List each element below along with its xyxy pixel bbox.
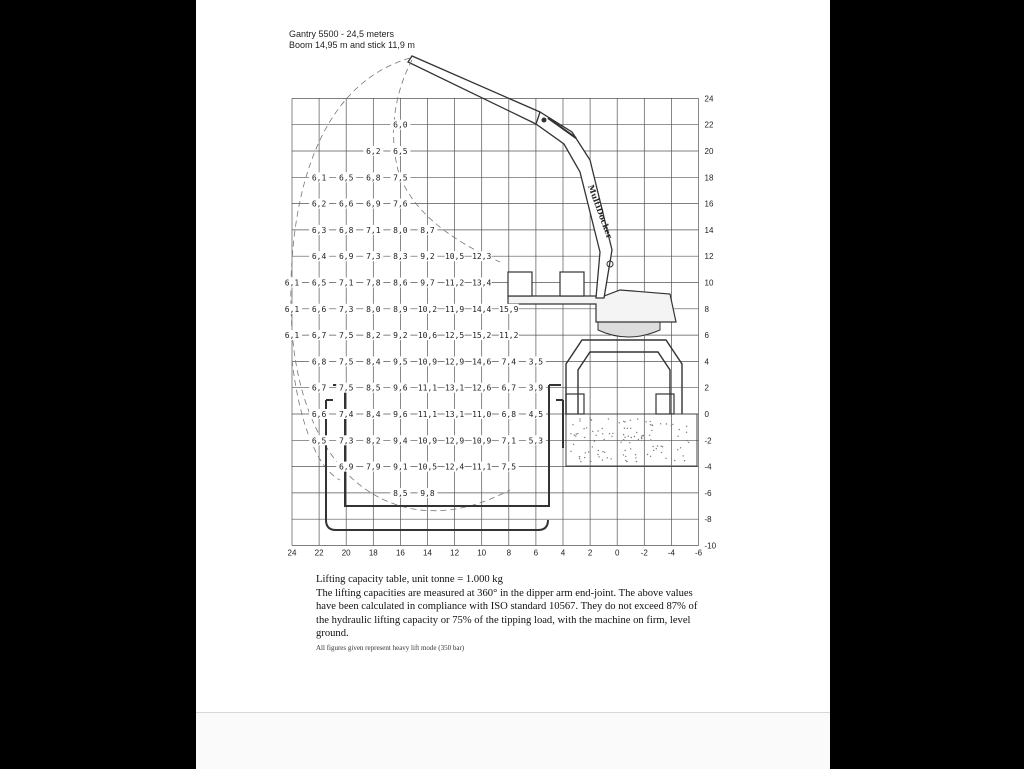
- capacity-value: 6,1: [284, 331, 300, 341]
- capacity-value: 7,3: [338, 436, 354, 446]
- capacity-value: 9,1: [393, 462, 408, 472]
- x-tick-label: 14: [423, 548, 432, 558]
- capacity-value: 6,8: [501, 410, 517, 419]
- ground-dot: [649, 435, 650, 436]
- ground-dot: [661, 446, 662, 447]
- diagram-title: Gantry 5500 - 24,5 meters: [289, 29, 395, 39]
- capacity-value: 12,9: [444, 436, 465, 446]
- capacity-value: 8,5: [366, 383, 381, 393]
- capacity-value: 8,9: [393, 304, 408, 314]
- capacity-value: 8,3: [393, 252, 408, 262]
- capacity-value: 9,6: [393, 383, 408, 393]
- ground-dot: [602, 459, 603, 460]
- capacity-value: 6,8: [338, 225, 354, 235]
- y-tick-label: -10: [704, 541, 717, 551]
- capacity-value: 13,1: [444, 383, 465, 393]
- ground-dot: [579, 458, 580, 459]
- ground-dot: [680, 447, 681, 448]
- y-tick-label: -6: [704, 488, 712, 498]
- ground-dot: [671, 425, 672, 426]
- ground-dot: [592, 446, 593, 447]
- capacity-value: 6,7: [311, 331, 327, 341]
- capacity-value: 8,2: [366, 436, 381, 446]
- ground-dot: [584, 457, 585, 458]
- capacity-value: 7,5: [338, 357, 354, 367]
- capacity-value: 11,1: [417, 410, 438, 419]
- y-tick-label: 8: [704, 304, 709, 314]
- ground-dot: [656, 448, 657, 449]
- capacity-value: 15,9: [499, 304, 519, 314]
- ground-dot: [592, 431, 593, 432]
- capacity-value: 6,0: [393, 120, 408, 130]
- capacity-value: 6,8: [366, 173, 381, 183]
- capacity-value: 12,5: [444, 331, 465, 341]
- ground-dot: [628, 436, 629, 437]
- ground-dot: [650, 421, 651, 422]
- ground-dot: [623, 454, 624, 455]
- capacity-value: 6,8: [311, 357, 327, 367]
- upper-carriage: [508, 290, 676, 322]
- ground-dot: [602, 451, 603, 452]
- x-tick-label: 8: [506, 548, 512, 558]
- capacity-value: 7,5: [338, 383, 354, 393]
- capacity-value: 6,2: [311, 199, 327, 209]
- ground-dot: [653, 450, 654, 451]
- capacity-value: 6,6: [311, 410, 327, 419]
- capacity-value: 3,5: [528, 357, 544, 367]
- ground-dot: [630, 448, 631, 449]
- ground-dot: [652, 425, 653, 426]
- ground-dot: [677, 449, 678, 450]
- ground-dot: [570, 433, 571, 434]
- capacity-value: 6,5: [338, 173, 354, 183]
- caption-body: The lifting capacities are measured at 360° in the dipper arm end-joint. The above values have been calculated in compliance with ISO standard 10567. They do not exceed 87% of the hydraulic lifting capacity or 75% of the tipping load, with the machine on firm, level ground.: [316, 587, 698, 640]
- capacity-value: 14,6: [472, 357, 492, 367]
- capacity-value: 6,9: [338, 462, 354, 472]
- ground-dot: [611, 436, 612, 437]
- y-tick-label: 10: [704, 278, 714, 288]
- stick-pin: [542, 118, 547, 123]
- ground-dot: [624, 421, 625, 422]
- ground-dot: [641, 437, 642, 438]
- capacity-value: 7,1: [501, 436, 517, 446]
- capacity-value: 6,1: [284, 304, 300, 314]
- ground-dot: [624, 428, 625, 429]
- ground-dot: [641, 435, 642, 436]
- y-tick-label: 20: [704, 147, 714, 156]
- ground-dot: [634, 436, 635, 437]
- capacity-value: 12,6: [472, 383, 492, 393]
- capacity-value: 6,2: [366, 147, 381, 156]
- x-tick-label: 22: [314, 548, 324, 558]
- capacity-value: 11,1: [472, 462, 492, 472]
- ground-dot: [686, 440, 687, 441]
- ground-dot: [620, 442, 621, 443]
- brand-label: MultiDocker: [586, 183, 615, 240]
- ground-dot: [598, 456, 599, 457]
- capacity-value: 3,9: [528, 383, 544, 393]
- lower-envelope: [292, 360, 340, 480]
- ground-dot: [650, 439, 651, 440]
- capacity-value: 9,5: [393, 357, 408, 367]
- capacity-value: 6,5: [393, 147, 408, 156]
- ground-dot: [635, 454, 636, 455]
- ground-dot: [608, 418, 609, 419]
- ground-dot: [574, 434, 575, 435]
- ground-dot: [575, 435, 576, 436]
- y-tick-label: 14: [704, 225, 714, 235]
- ground-dot: [650, 424, 651, 425]
- ground-dot: [672, 424, 673, 425]
- x-tick-label: -4: [667, 548, 675, 558]
- ground-dot: [662, 446, 663, 447]
- ground-dot: [623, 434, 624, 435]
- ground-dot: [635, 457, 636, 458]
- x-tick-label: 6: [533, 548, 539, 558]
- capacity-value: 6,7: [311, 383, 327, 393]
- capacity-value: 11,2: [499, 331, 519, 341]
- caption: [316, 573, 706, 641]
- x-tick-label: 4: [560, 548, 566, 558]
- capacity-value: 9,2: [393, 331, 408, 341]
- ground-dot: [641, 438, 642, 439]
- capacity-value: 9,6: [393, 410, 408, 419]
- capacity-value: 11,1: [417, 383, 438, 393]
- ground-dot: [642, 435, 643, 436]
- ground-dot: [624, 450, 625, 451]
- wheel-left: [566, 394, 584, 414]
- ground-dot: [607, 457, 608, 458]
- capacity-value: 7,1: [366, 225, 381, 235]
- ground-dot: [684, 460, 685, 461]
- capacity-value: 10,9: [472, 436, 492, 446]
- ground-dot: [577, 433, 578, 434]
- capacity-value: 8,4: [366, 357, 381, 367]
- capacity-value: 6,3: [311, 225, 327, 235]
- capacity-value: 10,6: [417, 331, 438, 341]
- capacity-value: 10,9: [417, 357, 438, 367]
- x-tick-label: 2: [587, 548, 593, 558]
- capacity-value: 5,3: [528, 436, 544, 446]
- y-tick-label: 24: [704, 94, 714, 104]
- capacity-value: 9,4: [393, 436, 408, 446]
- ground-dot: [688, 442, 689, 443]
- capacity-value: 9,8: [420, 488, 435, 498]
- quay-step-right: [549, 385, 563, 400]
- capacity-value: 6,1: [284, 278, 300, 288]
- capacity-value: 6,1: [311, 173, 327, 183]
- ground-dot: [638, 439, 639, 440]
- ground-dot: [660, 423, 661, 424]
- ground-dot: [650, 456, 651, 457]
- ground-dot: [619, 422, 620, 423]
- ground-dot: [604, 452, 605, 453]
- capacity-value: 7,3: [338, 304, 354, 314]
- capacity-value: 6,5: [311, 436, 327, 446]
- ground-dot: [612, 433, 613, 434]
- ground-dot: [623, 439, 624, 440]
- caption-footnote: All figures given represent heavy lift mode (350 bar): [316, 644, 465, 652]
- capacity-value: 8,4: [366, 410, 381, 419]
- ground-dot: [636, 461, 637, 462]
- ground-dot: [686, 426, 687, 427]
- y-tick-label: 6: [704, 331, 709, 341]
- y-tick-label: 22: [704, 120, 714, 130]
- capacity-value: 13,1: [444, 410, 465, 419]
- ground-dot: [657, 445, 658, 446]
- capacity-value: 10,9: [417, 436, 438, 446]
- capacity-value: 6,6: [338, 199, 354, 209]
- ground-dot: [597, 454, 598, 455]
- capacity-value: 7,6: [393, 199, 408, 209]
- capacity-value: 7,5: [393, 173, 408, 183]
- capacity-value: 6,9: [366, 199, 381, 209]
- cabin-left: [508, 272, 532, 296]
- ground-dot: [623, 421, 624, 422]
- capacity-value: 8,6: [393, 278, 408, 288]
- capacity-value: 6,7: [501, 383, 517, 393]
- ground-dot: [570, 451, 571, 452]
- ground-dot: [611, 458, 612, 459]
- ground-dot: [666, 423, 667, 424]
- ground-dot: [585, 452, 586, 453]
- capacity-value: 6,9: [338, 252, 354, 262]
- ground-dot: [651, 430, 652, 431]
- ground-dot: [665, 458, 666, 459]
- capacity-value: 8,7: [420, 225, 435, 235]
- x-tick-label: 24: [287, 548, 297, 558]
- ground-dot: [629, 442, 630, 443]
- ground-dot: [579, 420, 580, 421]
- y-tick-label: -2: [704, 436, 712, 446]
- ground-dot: [624, 437, 625, 438]
- ground-dot: [647, 454, 648, 455]
- ground-dot: [626, 461, 627, 462]
- x-tick-label: -2: [640, 548, 648, 558]
- ground-dot: [596, 435, 597, 436]
- capacity-value: 8,5: [393, 488, 408, 498]
- y-tick-label: 2: [704, 383, 709, 393]
- ground-dot: [679, 429, 680, 430]
- y-tick-label: 0: [704, 410, 709, 419]
- ground-dot: [630, 428, 631, 429]
- ground-dot: [636, 432, 637, 433]
- x-tick-label: 18: [368, 548, 378, 558]
- capacity-value: 10,5: [444, 252, 465, 262]
- ground-dot: [625, 456, 626, 457]
- capacity-value: 12,9: [444, 357, 465, 367]
- ground-dot: [594, 441, 595, 442]
- capacity-value: 12,3: [472, 252, 492, 262]
- ground-dot: [603, 439, 604, 440]
- ground-dot: [597, 430, 598, 431]
- y-tick-label: 18: [704, 173, 714, 183]
- capacity-value: 7,3: [366, 252, 381, 262]
- ground-dot: [682, 455, 683, 456]
- capacity-value: 7,8: [366, 278, 381, 288]
- ground-dot: [589, 417, 590, 418]
- machine-drawing: [291, 56, 697, 530]
- ground-dot: [652, 446, 653, 447]
- ground-dot: [661, 452, 662, 453]
- x-tick-label: 12: [450, 548, 460, 558]
- y-tick-label: -4: [704, 462, 712, 472]
- capacity-value: 6,4: [311, 252, 327, 262]
- x-tick-label: -6: [694, 548, 703, 558]
- ground-dot: [590, 419, 591, 420]
- y-tick-label: -8: [704, 515, 712, 525]
- ground-dot: [598, 450, 599, 451]
- ground-dot: [579, 456, 580, 457]
- ground-dot: [609, 433, 610, 434]
- capacity-value: 7,5: [501, 462, 517, 472]
- capacity-value: 15,2: [472, 331, 492, 341]
- y-tick-label: 4: [704, 357, 709, 367]
- ground-dot: [677, 436, 678, 437]
- capacity-value: 4,5: [528, 410, 544, 419]
- ground-dot: [630, 420, 631, 421]
- quay-outline-inner: [345, 385, 549, 506]
- ground-dot: [674, 460, 675, 461]
- x-tick-label: 20: [341, 548, 351, 558]
- ground-dot: [645, 421, 646, 422]
- ground-dot: [588, 451, 589, 452]
- capacity-value: 7,4: [338, 410, 354, 419]
- y-tick-label: 12: [704, 252, 714, 262]
- ground-dot: [583, 428, 584, 429]
- capacity-value: 7,1: [338, 278, 354, 288]
- capacity-value: 7,9: [366, 462, 381, 472]
- ground-dot: [686, 432, 687, 433]
- capacity-value: 11,2: [444, 278, 465, 288]
- ground-dot: [637, 418, 638, 419]
- caption-heading: Lifting capacity table, unit tonne = 1.000 kg: [316, 574, 503, 585]
- ground-dot: [625, 460, 626, 461]
- ground-dot: [573, 444, 574, 445]
- ground-dot: [579, 418, 580, 419]
- ground-dot: [576, 434, 577, 435]
- capacity-value: 8,0: [366, 304, 381, 314]
- ground-dot: [602, 433, 603, 434]
- capacity-value: 8,2: [366, 331, 381, 341]
- capacity-value: 11,0: [472, 410, 492, 419]
- ground-dot: [584, 437, 585, 438]
- x-tick-label: 10: [477, 548, 487, 558]
- ground-dot: [586, 427, 587, 428]
- capacity-value: 11,9: [444, 304, 465, 314]
- y-tick-label: 16: [704, 199, 714, 209]
- capacity-value: 13,4: [472, 278, 492, 288]
- capacity-value: 9,2: [420, 252, 435, 262]
- ground-dot: [580, 461, 581, 462]
- capacity-value: 10,2: [417, 304, 438, 314]
- ground-dot: [602, 428, 603, 429]
- capacity-value: 9,7: [420, 278, 435, 288]
- diagram-subtitle: Boom 14,95 m and stick 11,9 m: [289, 40, 415, 50]
- x-tick-label: 16: [395, 548, 405, 558]
- capacity-value: 6,5: [311, 278, 327, 288]
- capacity-value: 12,4: [444, 462, 465, 472]
- capacity-value: 8,0: [393, 225, 408, 235]
- ground-dot: [590, 461, 591, 462]
- cabin-right: [560, 272, 584, 296]
- capacity-value: 7,5: [338, 331, 354, 341]
- capacity-value: 6,6: [311, 304, 327, 314]
- x-tick-label: 0: [614, 548, 620, 558]
- ground-dot: [572, 424, 573, 425]
- ground-dot: [631, 437, 632, 438]
- capacity-value: 10,5: [417, 462, 438, 472]
- capacity-value: 7,4: [501, 357, 517, 367]
- ground-dot: [627, 428, 628, 429]
- capacity-value: 14,4: [472, 304, 492, 314]
